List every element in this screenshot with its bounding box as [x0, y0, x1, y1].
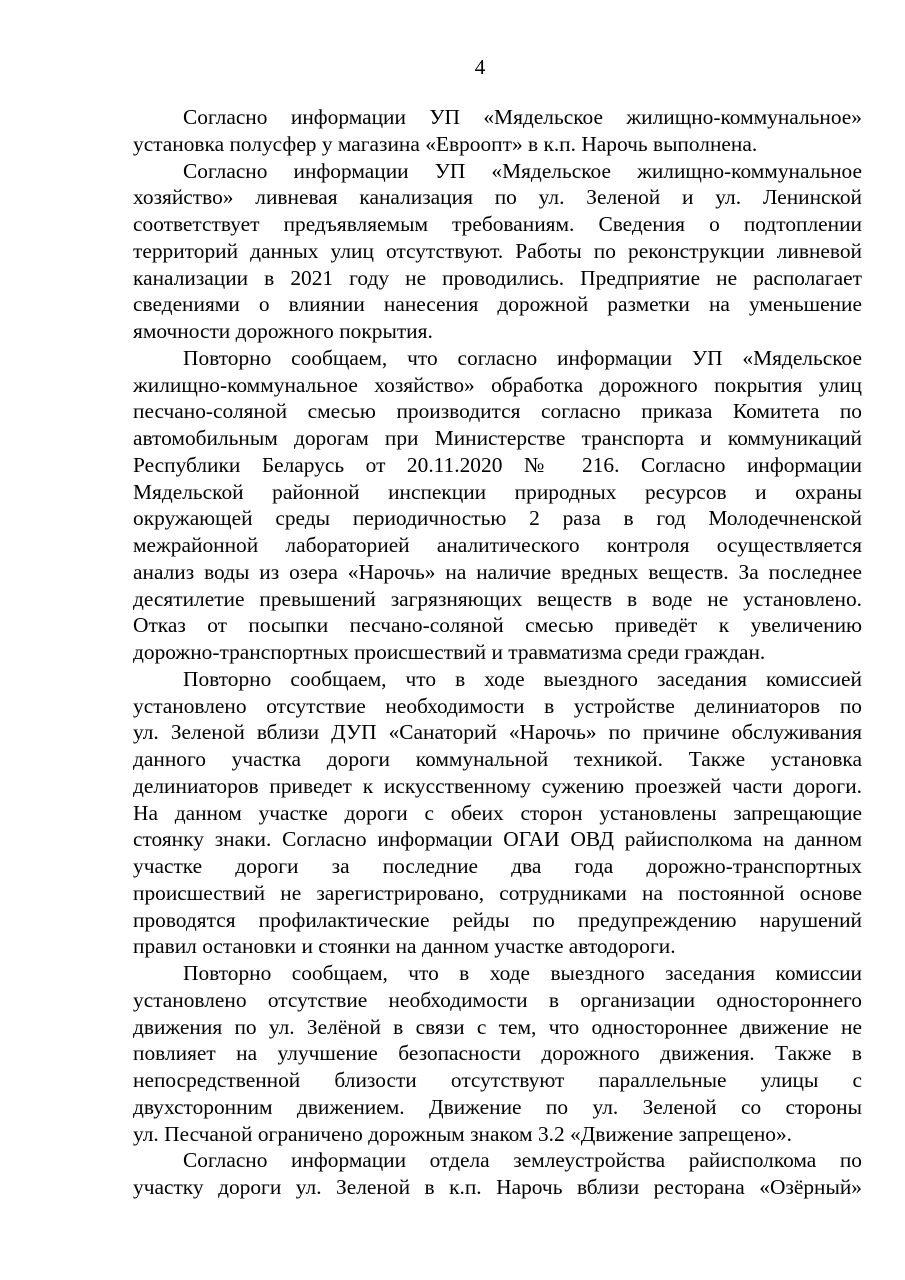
- text-line: На данном участке дороги с обеих сторон установлены запрещающие: [133, 800, 862, 825]
- paragraph: [133, 1147, 862, 1201]
- text-line: непосредственной близости отсутствуют параллельные улицы с: [133, 1068, 862, 1092]
- text-line: Согласно информации УП «Мядельское жилищно-коммунальное»: [183, 105, 862, 129]
- paragraph: [133, 345, 862, 666]
- text-line: анализ воды из озера «Нарочь» на наличие вредных веществ. За последнее: [133, 559, 862, 584]
- text-line: Отказ от посыпки песчано-соляной смесью приведёт к увеличению: [133, 613, 862, 638]
- text-line: Согласно информации УП «Мядельское жилищно-коммунальное: [183, 158, 862, 183]
- text-line: двухсторонним движением. Движение по ул. Зеленой со стороны: [133, 1094, 862, 1119]
- text-line: проводятся профилактические рейды по предупреждению нарушений: [133, 907, 862, 932]
- text-line: жилищно-коммунальное хозяйство» обработка дорожного покрытия улиц: [133, 372, 862, 397]
- text-line: дорожно-транспортных происшествий и травматизма среди граждан.: [133, 640, 766, 664]
- text-line: Согласно информации отдела землеустройства райисполкома по: [183, 1148, 862, 1173]
- document-body: [133, 104, 862, 1201]
- paragraph: [133, 158, 862, 345]
- page-number: 4: [474, 55, 486, 79]
- text-line: сведениями о влиянии нанесения дорожной разметки на уменьшение: [133, 292, 862, 317]
- text-line: ул. Песчаной ограничено дорожным знаком 3.2 «Движение запрещено».: [133, 1121, 793, 1146]
- text-line: Повторно сообщаем, что в ходе выездного заседания комиссией: [183, 666, 862, 691]
- text-line: территорий данных улиц отсутствуют. Работы по реконструкции ливневой: [133, 238, 862, 263]
- text-line: установлено отсутствие необходимости в устройстве делиниаторов по: [133, 693, 862, 718]
- paragraph: [133, 104, 862, 158]
- text-line: Мядельской районной инспекции природных ресурсов и охраны: [133, 479, 862, 504]
- text-line: происшествий не зарегистрировано, сотрудниками на постоянной основе: [133, 880, 862, 905]
- text-line: движения по ул. Зелёной в связи с тем, что одностороннее движение не: [133, 1014, 862, 1039]
- text-line: ул. Зеленой вблизи ДУП «Санаторий «Нарочь» по причине обслуживания: [133, 720, 862, 745]
- text-line: Повторно сообщаем, что согласно информации УП «Мядельское: [183, 345, 862, 370]
- text-line: канализации в 2021 году не проводились. Предприятие не располагает: [133, 265, 862, 290]
- text-line: правил остановки и стоянки на данном участке автодороги.: [133, 934, 676, 959]
- text-line: Повторно сообщаем, что в ходе выездного заседания комиссии: [183, 961, 862, 985]
- text-line: установка полусфер у магазина «Евроопт» в к.п. Нарочь выполнена.: [133, 131, 758, 156]
- text-line: межрайонной лабораторией аналитического контроля осуществляется: [133, 533, 862, 557]
- text-line: соответствует предъявляемым требованиям. Сведения о подтоплении: [133, 212, 862, 236]
- text-line: окружающей среды периодичностью 2 раза в год Молодечненской: [133, 506, 862, 531]
- text-line: хозяйство» ливневая канализация по ул. Зеленой и ул. Ленинской: [133, 185, 862, 210]
- text-line: Республики Беларусь от 20.11.2020 № 216. Согласно информации: [133, 452, 862, 477]
- text-line: делиниаторов приведет к искусственному сужению проезжей части дороги.: [133, 773, 862, 798]
- text-line: песчано-соляной смесью производится согласно приказа Комитета по: [133, 399, 862, 424]
- text-line: повлияет на улучшение безопасности дорожного движения. Также в: [133, 1041, 862, 1066]
- text-line: участку дороги ул. Зеленой в к.п. Нарочь вблизи ресторана «Озёрный»: [133, 1175, 862, 1199]
- text-line: десятилетие превышений загрязняющих веществ в воде не установлено.: [133, 586, 862, 611]
- text-line: автомобильным дорогам при Министерстве транспорта и коммуникаций: [133, 426, 862, 450]
- text-line: участке дороги за последние два года дорожно-транспортных: [133, 854, 862, 878]
- text-line: данного участка дороги коммунальной техникой. Также установка: [133, 747, 862, 771]
- text-line: ямочности дорожного покрытия.: [133, 319, 433, 343]
- paragraph: [133, 960, 862, 1147]
- paragraph: [133, 666, 862, 960]
- text-line: стоянку знаки. Согласно информации ОГАИ ОВД райисполкома на данном: [133, 827, 862, 852]
- text-line: установлено отсутствие необходимости в организации одностороннего: [133, 987, 862, 1012]
